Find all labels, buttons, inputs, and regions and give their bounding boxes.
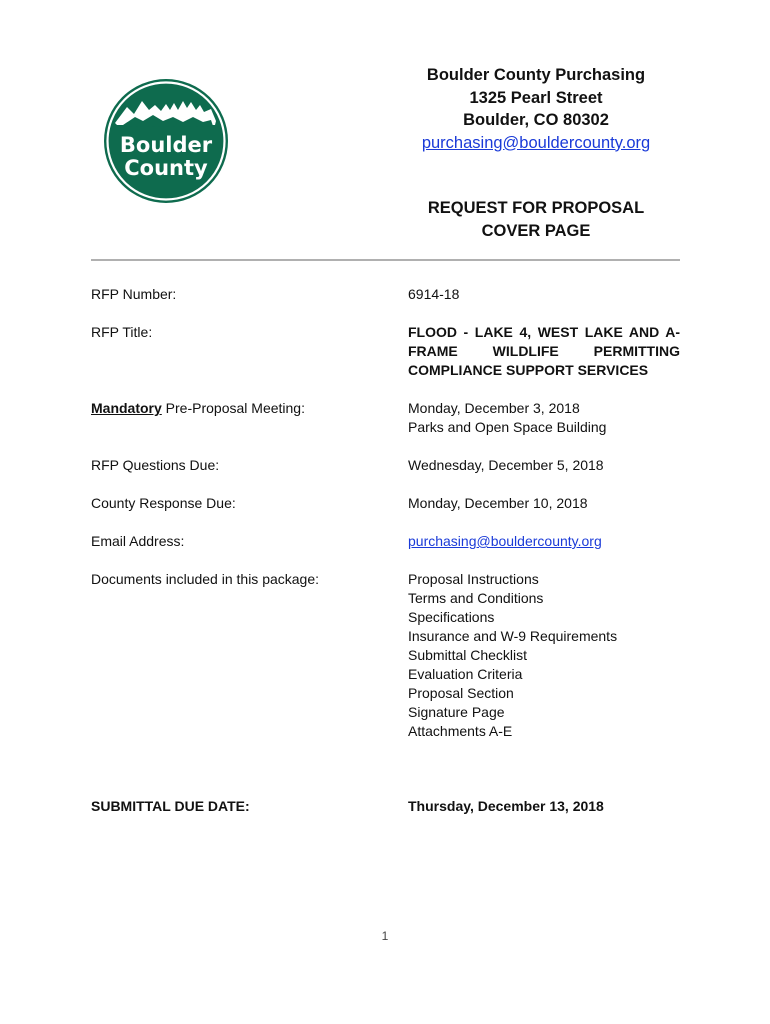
meeting-location: Parks and Open Space Building <box>408 419 607 435</box>
title-line-1: REQUEST FOR PROPOSAL <box>427 199 645 217</box>
response-due-value: Monday, December 10, 2018 <box>408 495 588 511</box>
logo-text-boulder: Boulder <box>119 133 213 157</box>
meeting-label <box>91 399 305 418</box>
meeting-value <box>408 399 680 437</box>
list-item: Submittal Checklist <box>408 647 528 663</box>
logo-text-county: County <box>124 156 208 180</box>
list-item: Signature Page <box>408 704 505 720</box>
list-item: Terms and Conditions <box>408 590 544 606</box>
list-item: Proposal Instructions <box>408 571 539 587</box>
list-item: Specifications <box>408 609 495 625</box>
city-state-zip: Boulder, CO 80302 <box>463 111 609 129</box>
header-divider <box>91 259 680 261</box>
list-item: Insurance and W-9 Requirements <box>408 628 618 644</box>
title-line-2: COVER PAGE <box>481 222 591 240</box>
submittal-due-value: Thursday, December 13, 2018 <box>408 798 604 814</box>
email-label: Email Address: <box>91 533 185 549</box>
documents-list-container <box>408 570 680 741</box>
street-address: 1325 Pearl Street <box>469 88 603 107</box>
rfp-title-label: RFP Title: <box>91 324 153 340</box>
meeting-date: Monday, December 3, 2018 <box>408 400 580 416</box>
page-number: 1 <box>381 929 389 943</box>
response-due-label: County Response Due: <box>91 495 236 511</box>
submittal-due-label: SUBMITTAL DUE DATE: <box>91 798 250 814</box>
boulder-county-logo <box>103 77 229 205</box>
header-email-link[interactable]: purchasing@bouldercounty.org <box>421 133 651 152</box>
list-item: Proposal Section <box>408 685 514 701</box>
documents-list <box>408 570 680 741</box>
email-link[interactable]: purchasing@bouldercounty.org <box>408 533 602 549</box>
documents-label: Documents included in this package: <box>91 571 320 587</box>
document-title <box>380 197 692 243</box>
rfp-number-value: 6914-18 <box>408 286 460 302</box>
questions-due-label: RFP Questions Due: <box>91 457 220 473</box>
header-address <box>380 64 692 154</box>
list-item: Attachments A-E <box>408 723 513 739</box>
org-name: Boulder County Purchasing <box>426 66 646 84</box>
mandatory-label: Mandatory <box>91 400 162 416</box>
list-item: Evaluation Criteria <box>408 666 523 682</box>
meeting-label-text: Pre-Proposal Meeting: <box>161 400 305 416</box>
rfp-number-label: RFP Number: <box>91 286 177 302</box>
rfp-title-value: FLOOD - LAKE 4, WEST LAKE AND A-FRAME WILDLIFE PERMITTING COMPLIANCE SUPPORT SERVICES <box>408 324 680 378</box>
questions-due-value: Wednesday, December 5, 2018 <box>408 457 604 473</box>
